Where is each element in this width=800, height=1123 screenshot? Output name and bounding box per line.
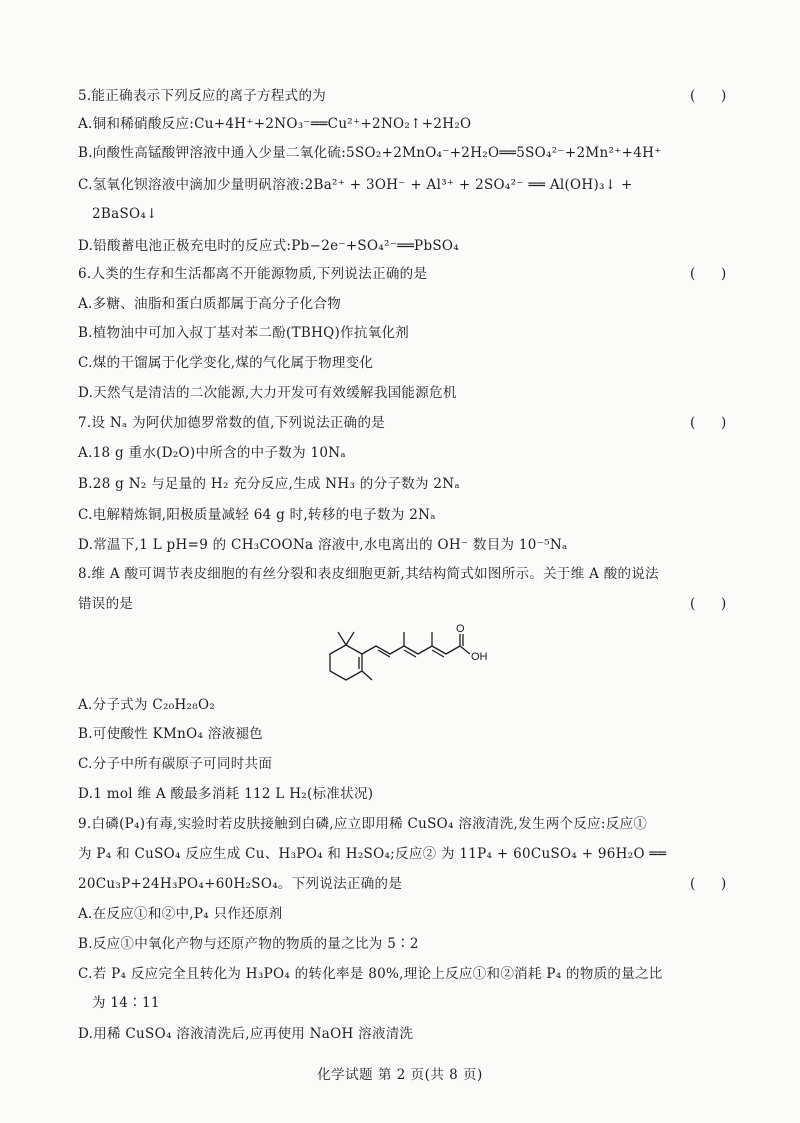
q9-stem-cont2: 20Cu₃P+24H₃PO₄+60H₂SO₄。下列说法正确的是 [78, 876, 403, 892]
q5-option-c: C.氢氧化钡溶液中滴加少量明矾溶液:2Ba²⁺ + 3OH⁻ + Al³⁺ + 2SO₄²⁻ ══ Al(OH)₃↓ + [78, 177, 633, 193]
q6-option-c: C.煤的干馏属于化学变化,煤的气化属于物理变化 [78, 355, 374, 371]
retinoic-acid-structure [318, 622, 498, 690]
q6-option-a: A.多糖、油脂和蛋白质都属于高分子化合物 [78, 296, 342, 312]
q7-option-c: C.电解精炼铜,阳极质量减轻 64 g 时,转移的电子数为 2Nₐ [78, 507, 436, 523]
carbonyl-oxygen-label: O [456, 623, 465, 635]
hydroxyl-label: OH [471, 651, 488, 663]
q9-stem-cont1: 为 P₄ 和 CuSO₄ 反应生成 Cu、H₃PO₄ 和 H₂SO₄;反应② 为 11P₄ + 60CuSO₄ + 96H₂O ══ [78, 846, 667, 862]
q5-stem: 5.能正确表示下列反应的离子方程式的为 [78, 88, 327, 104]
q8-option-c: C.分子中所有碳原子可同时共面 [78, 756, 273, 772]
q8-stem: 8.维 A 酸可调节表皮细胞的有丝分裂和表皮细胞更新,其结构简式如图所示。关于维 A 酸的说法 [78, 566, 659, 582]
q7-option-a: A.18 g 重水(D₂O)中所含的中子数为 10Nₐ [78, 445, 346, 461]
q7-option-d: D.常温下,1 L pH=9 的 CH₃COONa 溶液中,水电离出的 OH⁻ 数目为 10⁻⁵Nₐ [78, 537, 568, 553]
q9-answer-paren: ( ) [690, 876, 727, 892]
q9-option-c: C.若 P₄ 反应完全且转化为 H₃PO₄ 的转化率是 80%,理论上反应①和②消耗 P₄ 的物质的量之比 [78, 966, 663, 982]
q5-answer-paren: ( ) [690, 88, 727, 104]
q5-option-d: D.铅酸蓄电池正极充电时的反应式:Pb−2e⁻+SO₄²⁻══PbSO₄ [78, 238, 460, 254]
q7-option-b: B.28 g N₂ 与足量的 H₂ 充分反应,生成 NH₃ 的分子数为 2Nₐ [78, 476, 460, 492]
q8-option-a: A.分子式为 C₂₀H₂₈O₂ [78, 697, 216, 713]
q8-option-d: D.1 mol 维 A 酸最多消耗 112 L H₂(标准状况) [78, 786, 374, 802]
q6-answer-paren: ( ) [690, 266, 727, 282]
q9-option-a: A.在反应①和②中,P₄ 只作还原剂 [78, 906, 283, 922]
q7-answer-paren: ( ) [690, 415, 727, 431]
q6-option-b: B.植物油中可加入叔丁基对苯二酚(TBHQ)作抗氧化剂 [78, 325, 410, 341]
q8-stem-cont: 错误的是 [78, 596, 134, 612]
q8-answer-paren: ( ) [690, 596, 727, 612]
q9-stem: 9.白磷(P₄)有毒,实验时若皮肤接触到白磷,应立即用稀 CuSO₄ 溶液清洗,发生两个反应:反应① [78, 816, 648, 832]
q5-option-c-cont: 2BaSO₄↓ [92, 206, 158, 222]
page-footer: 化学试题 第 2 页(共 8 页) [317, 1067, 483, 1083]
q5-option-b: B.向酸性高锰酸钾溶液中通入少量二氧化硫:5SO₂+2MnO₄⁻+2H₂O══5SO₄²⁻+2Mn²⁺+4H⁺ [78, 145, 662, 161]
q6-option-d: D.天然气是清洁的二次能源,大力开发可有效缓解我国能源危机 [78, 385, 457, 401]
q9-option-b: B.反应①中氧化产物与还原产物的物质的量之比为 5∶2 [78, 936, 419, 952]
q8-option-b: B.可使酸性 KMnO₄ 溶液褪色 [78, 726, 263, 742]
q9-option-d: D.用稀 CuSO₄ 溶液清洗后,应再使用 NaOH 溶液清洗 [78, 1026, 414, 1042]
q7-stem: 7.设 Nₐ 为阿伏加德罗常数的值,下列说法正确的是 [78, 415, 386, 431]
q9-option-c-cont: 为 14∶11 [92, 995, 160, 1011]
q6-stem: 6.人类的生存和生活都离不开能源物质,下列说法正确的是 [78, 266, 428, 282]
q5-option-a: A.铜和稀硝酸反应:Cu+4H⁺+2NO₃⁻══Cu²⁺+2NO₂↑+2H₂O [78, 116, 472, 132]
